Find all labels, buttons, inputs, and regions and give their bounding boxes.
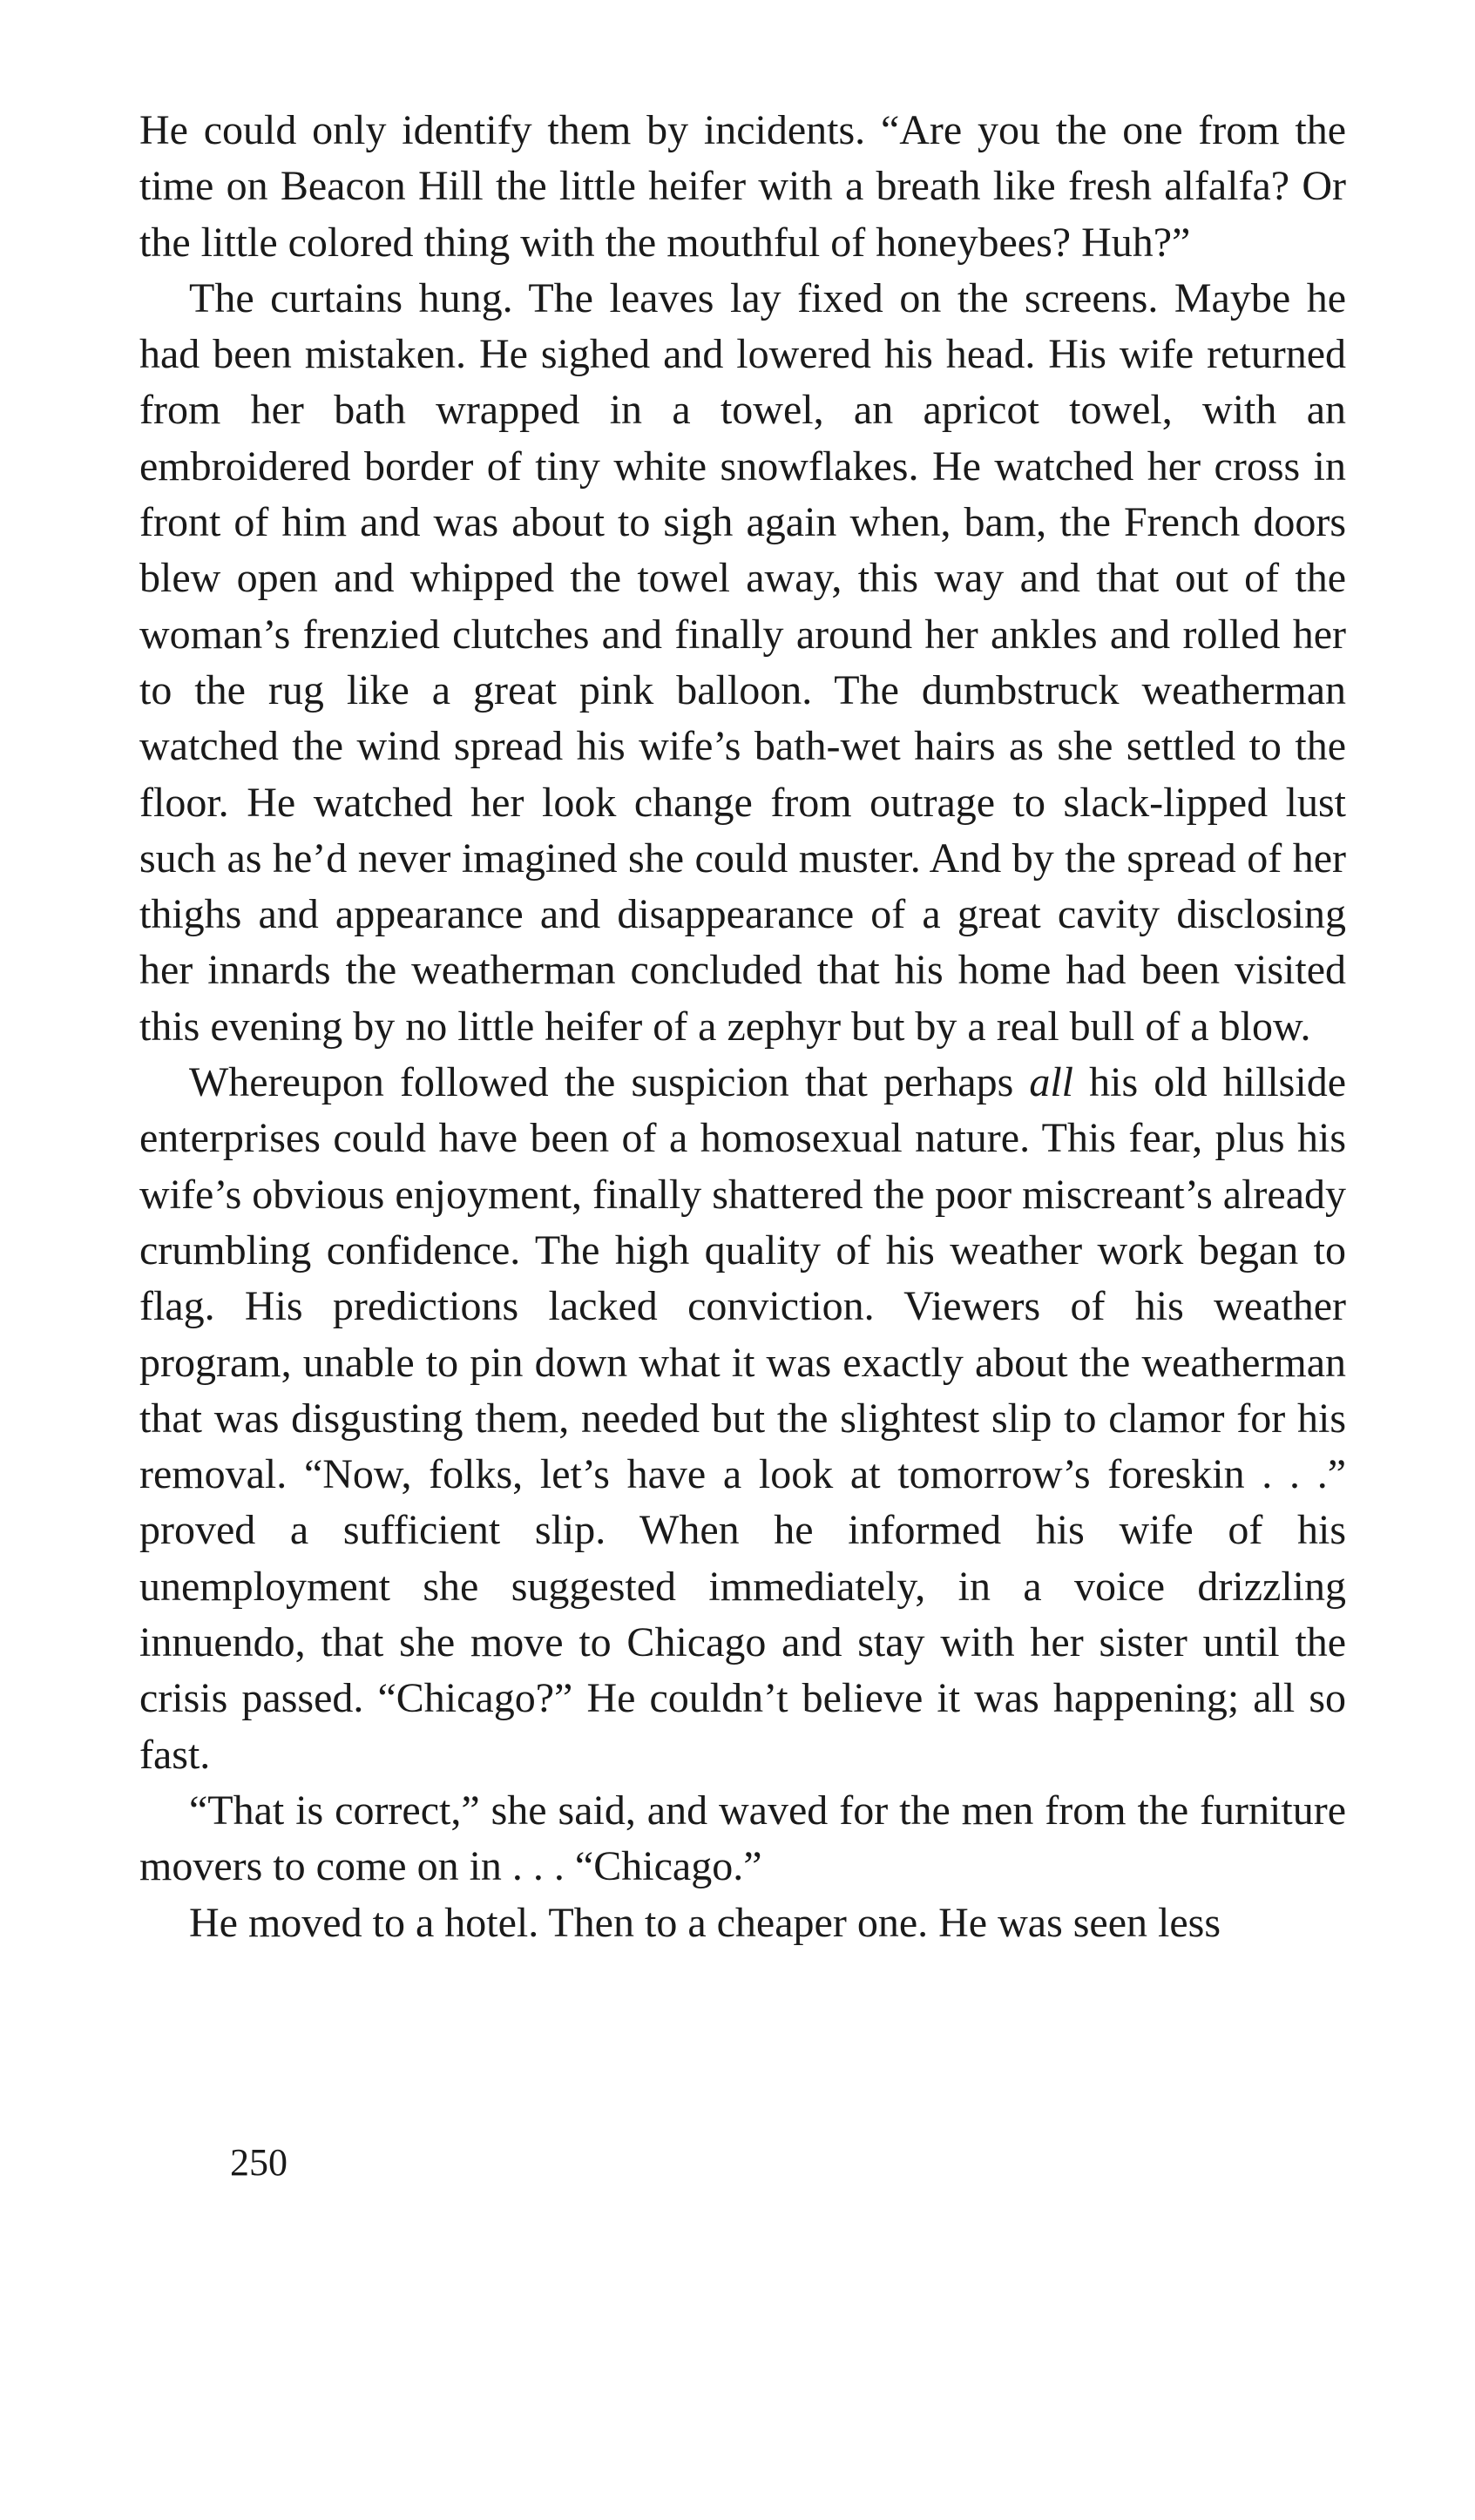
paragraph-5 <box>139 1895 1346 1951</box>
paragraph-3-text-end: his old hillside enterprises could have been of a homosexual nature. This fear, plus his wife’s obvious enjoyment, finally shattered the poor miscreant’s already crumbling confidence. The high quality of his weather work began to flag. His predictions lacked conviction. Viewers of his weather program, unable to pin down what it was exactly about the weatherman that was disgusting them, needed but the slightest slip to clamor for his removal. “Now, folks, let’s have a look at tomorrow’s foreskin . . .” proved a sufficient slip. When he informed his wife of his unemployment she suggested immediately, in a voice drizzling innuendo, that she move to Chicago and stay with her sister until the crisis passed. “Chicago?” He couldn’t believe it was happening; all so fast. <box>139 1059 1346 1778</box>
paragraph-1-text: He could only identify them by incidents. “Are you the one from the time on Beacon Hill the little heifer with a breath like fresh alfalfa? Or the little colored thing with the mouthful of honeybees? Huh?” <box>139 107 1346 266</box>
paragraph-4 <box>139 1783 1346 1895</box>
paragraph-3-text-start: Whereupon followed the suspicion that perhaps <box>189 1059 1030 1106</box>
paragraph-2-text: The curtains hung. The leaves lay fixed on the screens. Maybe he had been mistaken. He sighed and lowered his head. His wife returned from her bath wrapped in a towel, an apricot towel, with an embroidered border of tiny white snowflakes. He watched her cross in front of him and was about to sigh again when, bam, the French doors blew open and whipped the towel away, this way and that out of the woman’s frenzied clutches and finally around her ankles and rolled her to the rug like a great pink balloon. The dumbstruck weatherman watched the wind spread his wife’s bath-wet hairs as she settled to the floor. He watched her look change from outrage to slack-lipped lust such as he’d never imagined she could muster. And by the spread of her thighs and appearance and disappearance of a great cavity disclosing her innards the weatherman concluded that his home had been visited this evening by no little heifer of a zephyr but by a real bull of a blow. <box>139 274 1346 1050</box>
paragraph-2 <box>139 271 1346 1055</box>
paragraph-5-text: He moved to a hotel. Then to a cheaper one. He was seen less <box>189 1899 1221 1946</box>
paragraph-1 <box>139 103 1346 271</box>
page-number: 250 <box>230 2141 288 2184</box>
paragraph-3 <box>139 1055 1346 1783</box>
body-text <box>139 103 1346 1951</box>
paragraph-4-text: “That is correct,” she said, and waved for the men from the furniture movers to come on in . . . “Chicago.” <box>139 1787 1346 1890</box>
paragraph-3-emphasis: all <box>1029 1059 1074 1106</box>
